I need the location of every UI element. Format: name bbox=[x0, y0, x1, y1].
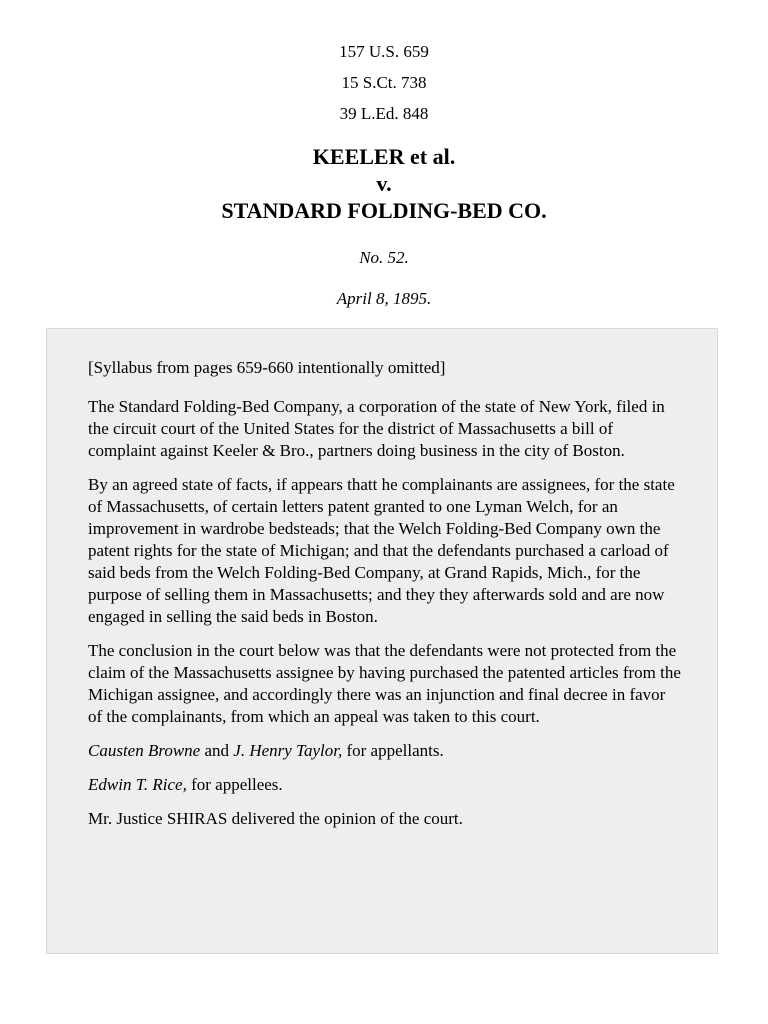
syllabus-paragraph: The conclusion in the court below was that the defendants were not protected from the claim of the Massachusetts assignee by having purchased the patented articles from the Michigan assignee, and accordingly there was an injunction and final decree in favor of the complainants, from which an appeal was taken to this court. bbox=[88, 641, 681, 726]
citation-us: 157 U.S. 659 bbox=[339, 42, 429, 61]
counsel-name: Causten Browne bbox=[88, 741, 201, 760]
counsel-name: J. Henry Taylor, bbox=[233, 741, 343, 760]
party-appellant: KEELER et al. bbox=[312, 144, 456, 169]
citation-led: 39 L.Ed. 848 bbox=[339, 104, 429, 123]
citations bbox=[0, 36, 768, 129]
appellants-counsel bbox=[88, 740, 681, 762]
counsel-role: for appellees. bbox=[191, 775, 283, 794]
counsel-conjunction: and bbox=[204, 741, 230, 760]
syllabus-paragraph: The Standard Folding-Bed Company, a corporation of the state of New York, filed in the circuit court of the United States for the district of Massachusetts a bill of complaint against Keeler & Bro., partners doing business in the city of Boston. bbox=[88, 397, 665, 460]
case-title bbox=[0, 143, 768, 224]
docket-number: No. 52. bbox=[359, 248, 409, 267]
counsel-role: for appellants. bbox=[346, 741, 444, 760]
counsel-name: Edwin T. Rice, bbox=[88, 775, 187, 794]
syllabus-box bbox=[46, 328, 718, 954]
appellees-counsel bbox=[88, 774, 681, 796]
syllabus-paragraph: By an agreed state of facts, if appears thatt he complainants are assignees, for the state of Massachusetts, of certain letters patent granted to one Lyman Welch, for an improvement in wardrobe bedsteads; that the Welch Folding-Bed Company own the patent rights for the state of Michigan; and that the defendants purchased a carload of said beds from the Welch Folding-Bed Company, at Grand Rapids, Mich., for the purpose of selling them in Massachusetts; and they they afterwards sold and are now engaged in selling the said beds in Boston. bbox=[88, 475, 675, 626]
versus: v. bbox=[376, 171, 392, 196]
party-appellee: STANDARD FOLDING-BED CO. bbox=[221, 198, 547, 223]
citation-sct: 15 S.Ct. 738 bbox=[341, 73, 427, 92]
syllabus-omitted-note: [Syllabus from pages 659-660 intentionally omitted] bbox=[88, 358, 446, 377]
opinion-note: Mr. Justice SHIRAS delivered the opinion of the court. bbox=[88, 809, 463, 828]
decision-date: April 8, 1895. bbox=[336, 289, 432, 308]
